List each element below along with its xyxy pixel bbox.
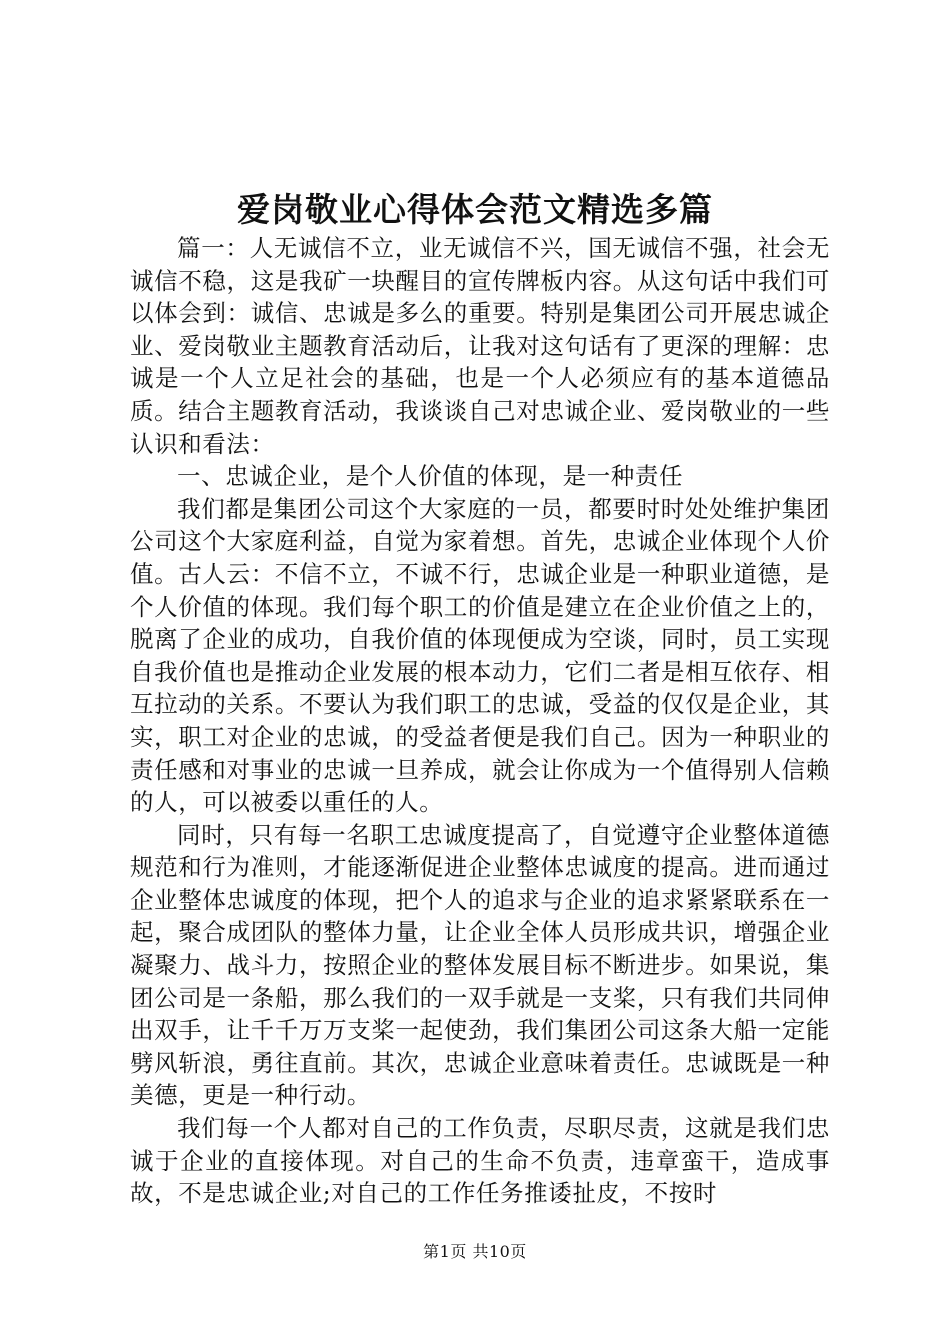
paragraph-loyalty-team: 同时，只有每一名职工忠诚度提高了，自觉遵守企业整体道德规范和行为准则，才能逐渐促进企业整体忠诚度的提高。进而通过企业整体忠诚度的体现，把个人的追求与企业的追求紧紧联系在一起，聚合成团队的整体力量，让企业全体人员形成共识，增强企业凝聚力、战斗力，按照企业的整体发展目标不断进步。如果说，集团公司是一条船，那么我们的一双手就是一支桨，只有我们共同伸出双手，让千千万万支桨一起使劲，我们集团公司这条大船一定能劈风斩浪，勇往直前。其次，忠诚企业意味着责任。忠诚既是一种美德，更是一种行动。 [130,820,830,1110]
paragraph-responsibility: 我们每一个人都对自己的工作负责，尽职尽责，这就是我们忠诚于企业的直接体现。对自己的生命不负责，违章蛮干，造成事故，不是忠诚企业;对自己的工作任务推诿扯皮，不按时 [130,1114,830,1208]
section-heading: 一、忠诚企业，是个人价值的体现，是一种责任 [177,462,684,491]
document-title: 爱岗敬业心得体会范文精选多篇 [237,190,713,229]
paragraph-loyalty-value: 我们都是集团公司这个大家庭的一员，都要时时处处维护集团公司这个大家庭利益，自觉为家着想。首先，忠诚企业体现个人价值。古人云：不信不立，不诚不行，忠诚企业是一种职业道德，是个人价值的体现。我们每个职工的价值是建立在企业价值之上的，脱离了企业的成功，自我价值的体现便成为空谈，同时，员工实现自我价值也是推动企业发展的根本动力，它们二者是相互依存、相互拉动的关系。不要认为我们职工的忠诚，受益的仅仅是企业，其实，职工对企业的忠诚，的受益者便是我们自己。因为一种职业的责任感和对事业的忠诚一旦养成，就会让你成为一个值得别人信赖的人，可以被委以重任的人。 [130,494,830,817]
document-body [130,232,830,1210]
page-footer: 第1页 共10页 [423,1242,527,1261]
paragraph-intro: 篇一：人无诚信不立，业无诚信不兴，国无诚信不强，社会无诚信不稳，这是我矿一块醒目的宣传牌板内容。从这句话中我们可以体会到：诚信、忠诚是多么的重要。特别是集团公司开展忠诚企业、爱岗敬业主题教育活动后，让我对这句话有了更深的理解：忠诚是一个人立足社会的基础，也是一个人必须应有的基本道德品质。结合主题教育活动，我谈谈自己对忠诚企业、爱岗敬业的一些认识和看法： [130,234,830,458]
